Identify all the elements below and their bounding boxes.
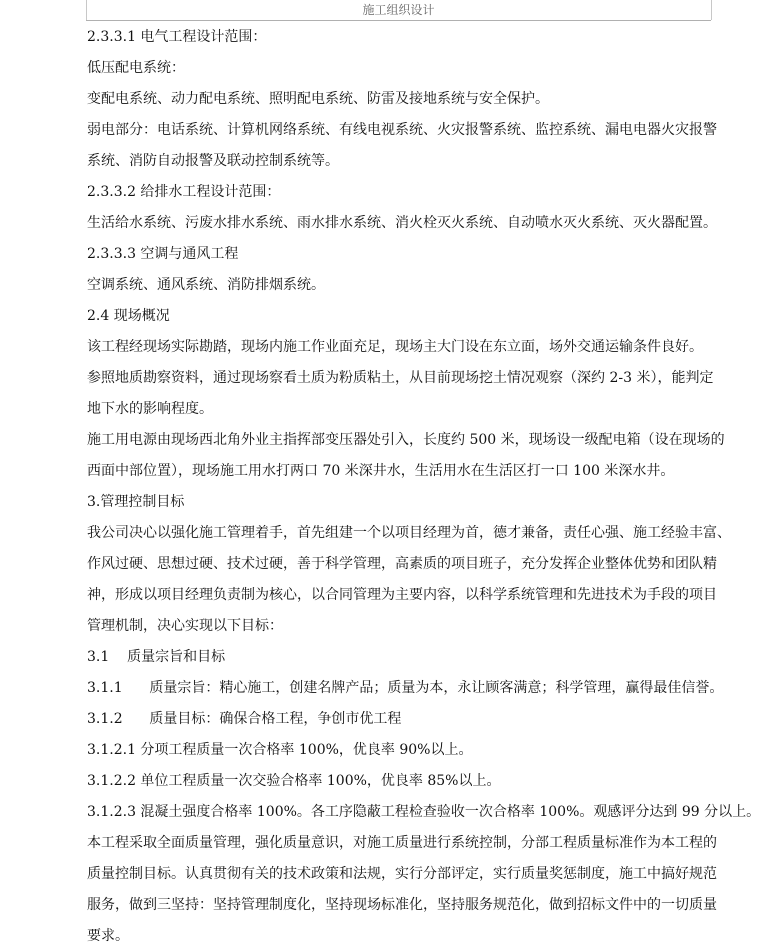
page-header: 施工组织设计: [86, 0, 711, 21]
paragraph-line: 管理机制，决心实现以下目标：: [87, 618, 283, 634]
paragraph-line: 地下水的影响程度。: [87, 401, 213, 417]
paragraph-line: 作风过硬、思想过硬、技术过硬，善于科学管理，高素质的项目班子，充分发挥企业整体优势和团队精: [87, 556, 717, 572]
heading-management-goals: 3.管理控制目标: [87, 494, 185, 510]
paragraph-line: 系统、消防自动报警及联动控制系统等。: [87, 153, 339, 169]
heading-quality-goals: 3.1 质量宗旨和目标: [87, 649, 226, 665]
paragraph-line: 空调系统、通风系统、消防排烟系统。: [87, 277, 325, 293]
paragraph-line: 要求。: [87, 928, 129, 944]
paragraph-line: 变配电系统、动力配电系统、照明配电系统、防雷及接地系统与安全保护。: [87, 91, 549, 107]
paragraph-line: 我公司决心以强化施工管理着手，首先组建一个以项目经理为首，德才兼备，责任心强、施工经验丰富、: [87, 525, 731, 541]
paragraph-line: 3.1.2 质量目标：确保合格工程，争创市优工程: [87, 711, 402, 727]
paragraph-line: 3.1.1 质量宗旨：精心施工，创建名牌产品；质量为本，永让顾客满意；科学管理，赢得最佳信誉。: [87, 680, 724, 696]
heading-water-scope: 2.3.3.2 给排水工程设计范围：: [87, 184, 281, 200]
paragraph-line: 生活给水系统、污废水排水系统、雨水排水系统、消火栓灭火系统、自动喷水灭火系统、灭火器配置。: [87, 215, 717, 231]
paragraph-line: 本工程采取全面质量管理，强化质量意识，对施工质量进行系统控制，分部工程质量标准作为本工程的: [87, 835, 717, 851]
paragraph-line: 3.1.2.1 分项工程质量一次合格率 100%，优良率 90%以上。: [87, 742, 473, 758]
heading-site-overview: 2.4 现场概况: [87, 308, 170, 324]
paragraph-line: 3.1.2.3 混凝土强度合格率 100%。各工序隐蔽工程检查验收一次合格率 100%。观感评分达到 99 分以上。: [87, 804, 761, 820]
document-body: [87, 22, 761, 952]
paragraph-line: 神，形成以项目经理负责制为核心，以合同管理为主要内容，以科学系统管理和先进技术为手段的项目: [87, 587, 717, 603]
page-edge-right: [711, 0, 712, 20]
paragraph-line: 施工用电源由现场西北角外业主指挥部变压器处引入，长度约 500 米，现场设一级配电箱（设在现场的: [87, 432, 725, 448]
heading-hvac: 2.3.3.3 空调与通风工程: [87, 246, 239, 262]
paragraph-line: 质量控制目标。认真贯彻有关的技术政策和法规，实行分部评定，实行质量奖惩制度，施工中搞好规范: [87, 866, 717, 882]
paragraph-line: 西面中部位置），现场施工用水打两口 70 米深井水，生活用水在生活区打一口 100 米深水井。: [87, 463, 675, 479]
paragraph-line: 该工程经现场实际勘踏，现场内施工作业面充足，现场主大门设在东立面，场外交通运输条件良好。: [87, 339, 703, 355]
paragraph-line: 弱电部分：电话系统、计算机网络系统、有线电视系统、火灾报警系统、监控系统、漏电电器火灾报警: [87, 122, 717, 138]
paragraph-line: 参照地质勘察资料，通过现场察看土质为粉质粘土，从目前现场挖土情况观察（深约 2-3 米），能判定: [87, 370, 714, 386]
heading-electrical-scope: 2.3.3.1 电气工程设计范围：: [87, 29, 267, 45]
paragraph-line: 服务，做到三坚持：坚持管理制度化，坚持现场标准化，坚持服务规范化，做到招标文件中的一切质量: [87, 897, 717, 913]
paragraph-line: 低压配电系统：: [87, 60, 185, 76]
paragraph-line: 3.1.2.2 单位工程质量一次交验合格率 100%，优良率 85%以上。: [87, 773, 501, 789]
